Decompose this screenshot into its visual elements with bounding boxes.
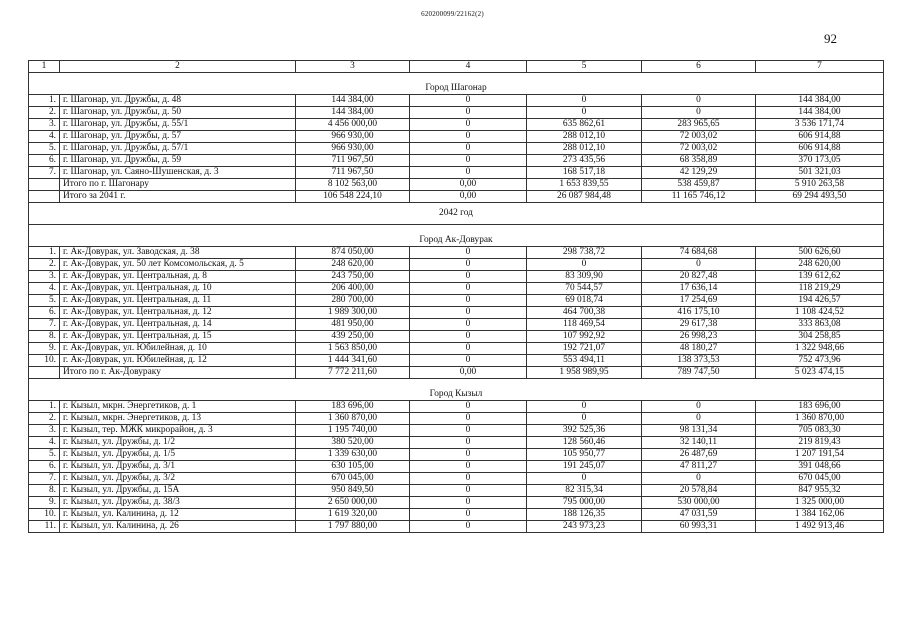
- table-cell: 4 456 000,00: [296, 118, 410, 130]
- table-cell: 950 849,50: [296, 484, 410, 496]
- table-cell: 464 700,38: [527, 306, 642, 318]
- table-cell: 219 819,43: [756, 436, 884, 448]
- table-cell: 144 384,00: [296, 106, 410, 118]
- table-cell: 7.: [29, 166, 60, 178]
- table-cell: 0: [410, 258, 527, 270]
- table-cell: г. Ак-Довурак, ул. Юбилейная, д. 10: [60, 342, 296, 354]
- table-cell: 243 750,00: [296, 270, 410, 282]
- table-row: [29, 318, 884, 330]
- table-cell: г. Ак-Довурак, ул. Заводская, д. 38: [60, 246, 296, 258]
- column-header: 2: [60, 61, 296, 73]
- table-cell: 139 612,62: [756, 270, 884, 282]
- table-cell: 7.: [29, 472, 60, 484]
- table-cell: 0: [410, 154, 527, 166]
- column-header: 4: [410, 61, 527, 73]
- table-cell: 1 444 341,60: [296, 354, 410, 366]
- table-cell: 82 315,34: [527, 484, 642, 496]
- table-row: [29, 154, 884, 166]
- table-cell: 670 045,00: [756, 472, 884, 484]
- table-cell: 1.: [29, 400, 60, 412]
- table-cell: 5.: [29, 448, 60, 460]
- table-cell: 0: [410, 342, 527, 354]
- table-cell: г. Ак-Довурак, ул. Юбилейная, д. 12: [60, 354, 296, 366]
- table-cell: 4.: [29, 282, 60, 294]
- table-cell: 280 700,00: [296, 294, 410, 306]
- table-cell: 874 050,00: [296, 246, 410, 258]
- table-cell: 168 517,18: [527, 166, 642, 178]
- table-cell: 188 126,35: [527, 508, 642, 520]
- table-cell: 0,00: [410, 366, 527, 378]
- cost-table: [28, 60, 884, 533]
- table-cell: 370 173,05: [756, 154, 884, 166]
- table-cell: 1 958 989,95: [527, 366, 642, 378]
- table-cell: 7.: [29, 318, 60, 330]
- column-header-row: [29, 61, 884, 73]
- table-cell: г. Кызыл, тер. МЖК микрорайон, д. 3: [60, 424, 296, 436]
- table-cell: 3.: [29, 424, 60, 436]
- table-cell: 248 620,00: [756, 258, 884, 270]
- table-cell: 1 325 000,00: [756, 496, 884, 508]
- table-cell: 1 653 839,55: [527, 178, 642, 190]
- table-cell: 106 548 224,10: [296, 190, 410, 202]
- table-cell: 107 992,92: [527, 330, 642, 342]
- table-row: [29, 496, 884, 508]
- table-cell: 7 772 211,60: [296, 366, 410, 378]
- table-cell: 0: [410, 424, 527, 436]
- page-number: 92: [824, 31, 837, 46]
- table-cell: 70 544,57: [527, 282, 642, 294]
- table-row: [29, 448, 884, 460]
- table-cell: 4.: [29, 436, 60, 448]
- table-cell: г. Ак-Довурак, ул. Центральная, д. 8: [60, 270, 296, 282]
- table-cell: 5 910 263,58: [756, 178, 884, 190]
- table-cell: 538 459,87: [642, 178, 756, 190]
- city-heading: Город Шагонар: [29, 72, 884, 94]
- table-cell: 1 108 424,52: [756, 306, 884, 318]
- table-cell: 670 045,00: [296, 472, 410, 484]
- table-cell: 0: [642, 400, 756, 412]
- table-cell: 0,00: [410, 190, 527, 202]
- table-cell: Итого за 2041 г.: [60, 190, 296, 202]
- table-cell: 0: [410, 330, 527, 342]
- table-row: [29, 400, 884, 412]
- column-header: 6: [642, 61, 756, 73]
- table-cell: 11 165 746,12: [642, 190, 756, 202]
- table-cell: 248 620,00: [296, 258, 410, 270]
- table-row: [29, 306, 884, 318]
- table-cell: 0: [410, 448, 527, 460]
- table-cell: 6.: [29, 306, 60, 318]
- table-cell: 105 950,77: [527, 448, 642, 460]
- table-cell: 72 003,02: [642, 142, 756, 154]
- table-cell: г. Ак-Довурак, ул. Центральная, д. 10: [60, 282, 296, 294]
- table-cell: 69 018,74: [527, 294, 642, 306]
- table-cell: г. Шагонар, ул. Саяно-Шушенская, д. 3: [60, 166, 296, 178]
- table-cell: 0: [410, 460, 527, 472]
- table-cell: 2.: [29, 106, 60, 118]
- table-cell: 192 721,07: [527, 342, 642, 354]
- table-row: [29, 246, 884, 258]
- table-cell: 29 617,38: [642, 318, 756, 330]
- table-cell: г. Ак-Довурак, ул. Центральная, д. 15: [60, 330, 296, 342]
- table-cell: 20 578,84: [642, 484, 756, 496]
- column-header: 7: [756, 61, 884, 73]
- table-cell: г. Шагонар, ул. Дружбы, д. 57: [60, 130, 296, 142]
- table-cell: г. Кызыл, ул. Дружбы, д. 3/1: [60, 460, 296, 472]
- table-cell: 0: [410, 142, 527, 154]
- table-cell: 5.: [29, 142, 60, 154]
- table-cell: г. Ак-Довурак, ул. Центральная, д. 14: [60, 318, 296, 330]
- table-cell: Итого по г. Ак-Довураку: [60, 366, 296, 378]
- table-cell: 553 494,11: [527, 354, 642, 366]
- table-cell: г. Шагонар, ул. Дружбы, д. 55/1: [60, 118, 296, 130]
- table-cell: 0: [410, 354, 527, 366]
- total-row: [29, 178, 884, 190]
- column-header: 5: [527, 61, 642, 73]
- table-cell: 333 863,08: [756, 318, 884, 330]
- table-cell: [29, 190, 60, 202]
- table-cell: 635 862,61: [527, 118, 642, 130]
- total-row: [29, 366, 884, 378]
- table-cell: 1 797 880,00: [296, 520, 410, 532]
- table-cell: 48 180,27: [642, 342, 756, 354]
- table-cell: 191 245,07: [527, 460, 642, 472]
- table-cell: г. Шагонар, ул. Дружбы, д. 57/1: [60, 142, 296, 154]
- table-cell: 847 955,32: [756, 484, 884, 496]
- table-cell: 0: [410, 436, 527, 448]
- table-cell: 47 811,27: [642, 460, 756, 472]
- table-row: [29, 282, 884, 294]
- total-row: [29, 190, 884, 202]
- table-cell: 8.: [29, 484, 60, 496]
- table-cell: 0: [527, 258, 642, 270]
- table-cell: г. Кызыл, ул. Дружбы, д. 15А: [60, 484, 296, 496]
- city-heading-row: [29, 224, 884, 246]
- table-cell: 194 426,57: [756, 294, 884, 306]
- table-cell: г. Кызыл, ул. Дружбы, д. 1/5: [60, 448, 296, 460]
- table-cell: 183 696,00: [756, 400, 884, 412]
- table-cell: г. Шагонар, ул. Дружбы, д. 59: [60, 154, 296, 166]
- table-row: [29, 94, 884, 106]
- table-cell: 26 998,23: [642, 330, 756, 342]
- table-cell: 439 250,00: [296, 330, 410, 342]
- table-cell: 74 684,68: [642, 246, 756, 258]
- table-cell: 138 373,53: [642, 354, 756, 366]
- table-cell: 0: [410, 306, 527, 318]
- table-cell: 0: [410, 282, 527, 294]
- table-cell: 789 747,50: [642, 366, 756, 378]
- table-cell: 1 360 870,00: [756, 412, 884, 424]
- table-cell: 0: [410, 94, 527, 106]
- table-cell: 1 339 630,00: [296, 448, 410, 460]
- table-cell: 0: [642, 258, 756, 270]
- column-header: 3: [296, 61, 410, 73]
- table-cell: 9.: [29, 496, 60, 508]
- table-cell: 11.: [29, 520, 60, 532]
- table-cell: 711 967,50: [296, 166, 410, 178]
- table-row: [29, 258, 884, 270]
- table-cell: 0: [410, 520, 527, 532]
- table-cell: 32 140,11: [642, 436, 756, 448]
- table-cell: 2.: [29, 412, 60, 424]
- table-cell: 752 473,96: [756, 354, 884, 366]
- table-cell: 392 525,36: [527, 424, 642, 436]
- table-cell: 1 384 162,06: [756, 508, 884, 520]
- table-cell: 10.: [29, 354, 60, 366]
- table-cell: 0: [410, 484, 527, 496]
- table-cell: 273 435,56: [527, 154, 642, 166]
- table-cell: [29, 366, 60, 378]
- table-cell: 0: [410, 166, 527, 178]
- table-cell: г. Кызыл, ул. Дружбы, д. 38/3: [60, 496, 296, 508]
- table-cell: 0: [527, 412, 642, 424]
- table-cell: 1 322 948,66: [756, 342, 884, 354]
- table-cell: 118 469,54: [527, 318, 642, 330]
- table-cell: 304 258,85: [756, 330, 884, 342]
- year-heading-row: [29, 202, 884, 224]
- table-cell: 3.: [29, 270, 60, 282]
- table-cell: 530 000,00: [642, 496, 756, 508]
- table-row: [29, 270, 884, 282]
- table-row: [29, 424, 884, 436]
- table-cell: 283 965,65: [642, 118, 756, 130]
- table-cell: 0: [642, 472, 756, 484]
- table-cell: г. Ак-Довурак, ул. Центральная, д. 12: [60, 306, 296, 318]
- table-cell: 500 626,60: [756, 246, 884, 258]
- table-cell: 9.: [29, 342, 60, 354]
- table-row: [29, 472, 884, 484]
- table-row: [29, 166, 884, 178]
- table-row: [29, 520, 884, 532]
- table-row: [29, 436, 884, 448]
- table-cell: 8.: [29, 330, 60, 342]
- table-cell: 0: [410, 318, 527, 330]
- city-heading-row: [29, 378, 884, 400]
- year-heading: 2042 год: [29, 202, 884, 224]
- table-cell: 1.: [29, 246, 60, 258]
- table-cell: 1 207 191,54: [756, 448, 884, 460]
- table-cell: 288 012,10: [527, 142, 642, 154]
- table-cell: 606 914,88: [756, 130, 884, 142]
- table-cell: 183 696,00: [296, 400, 410, 412]
- document-id: 620200099/22162(2): [421, 10, 484, 18]
- table-cell: 0: [527, 106, 642, 118]
- table-cell: 47 031,59: [642, 508, 756, 520]
- table-cell: 0: [642, 94, 756, 106]
- table-cell: 0: [410, 400, 527, 412]
- table-cell: 0,00: [410, 178, 527, 190]
- table-cell: 2.: [29, 258, 60, 270]
- table-cell: 72 003,02: [642, 130, 756, 142]
- table-cell: г. Ак-Довурак, ул. 50 лет Комсомольская, д. 5: [60, 258, 296, 270]
- table-cell: 4.: [29, 130, 60, 142]
- table-cell: г. Шагонар, ул. Дружбы, д. 48: [60, 94, 296, 106]
- table-cell: 17 254,69: [642, 294, 756, 306]
- table-cell: [29, 178, 60, 190]
- table-row: [29, 484, 884, 496]
- table-row: [29, 294, 884, 306]
- table-cell: г. Кызыл, ул. Дружбы, д. 3/2: [60, 472, 296, 484]
- table-cell: 630 105,00: [296, 460, 410, 472]
- city-heading: Город Ак-Довурак: [29, 224, 884, 246]
- table-cell: 966 930,00: [296, 130, 410, 142]
- table-cell: 0: [410, 106, 527, 118]
- table-cell: 68 358,89: [642, 154, 756, 166]
- table-cell: г. Ак-Довурак, ул. Центральная, д. 11: [60, 294, 296, 306]
- table-cell: 966 930,00: [296, 142, 410, 154]
- table-cell: г. Кызыл, мкрн. Энергетиков, д. 13: [60, 412, 296, 424]
- table-cell: 1 989 300,00: [296, 306, 410, 318]
- table-cell: 60 993,31: [642, 520, 756, 532]
- table-cell: 144 384,00: [756, 106, 884, 118]
- table-cell: 1 360 870,00: [296, 412, 410, 424]
- table-row: [29, 508, 884, 520]
- table-row: [29, 106, 884, 118]
- table-cell: 0: [527, 472, 642, 484]
- table-row: [29, 354, 884, 366]
- table-body: [29, 61, 884, 533]
- table-cell: 1.: [29, 94, 60, 106]
- table-cell: 128 560,46: [527, 436, 642, 448]
- table-cell: 0: [410, 496, 527, 508]
- table-cell: 0: [410, 246, 527, 258]
- table-cell: 501 321,03: [756, 166, 884, 178]
- table-cell: 5.: [29, 294, 60, 306]
- column-header: 1: [29, 61, 60, 73]
- table-cell: 1 195 740,00: [296, 424, 410, 436]
- table-cell: г. Кызыл, ул. Калинина, д. 12: [60, 508, 296, 520]
- city-heading-row: [29, 72, 884, 94]
- table-cell: 0: [410, 508, 527, 520]
- table-cell: 83 309,90: [527, 270, 642, 282]
- table-cell: 10.: [29, 508, 60, 520]
- table-cell: 0: [410, 472, 527, 484]
- table-cell: 69 294 493,50: [756, 190, 884, 202]
- table-cell: 3 536 171,74: [756, 118, 884, 130]
- table-cell: 26 087 984,48: [527, 190, 642, 202]
- table-row: [29, 412, 884, 424]
- table-cell: 416 175,10: [642, 306, 756, 318]
- table-cell: 795 000,00: [527, 496, 642, 508]
- table-row: [29, 118, 884, 130]
- table-cell: 481 950,00: [296, 318, 410, 330]
- table-cell: 26 487,69: [642, 448, 756, 460]
- table-cell: 711 967,50: [296, 154, 410, 166]
- table-cell: 705 083,30: [756, 424, 884, 436]
- table-cell: 5 023 474,15: [756, 366, 884, 378]
- table-cell: 0: [410, 118, 527, 130]
- table-cell: 0: [642, 412, 756, 424]
- table-cell: 243 973,23: [527, 520, 642, 532]
- table-cell: 206 400,00: [296, 282, 410, 294]
- city-heading: Город Кызыл: [29, 378, 884, 400]
- table-cell: 0: [642, 106, 756, 118]
- table-cell: 391 048,66: [756, 460, 884, 472]
- table-row: [29, 330, 884, 342]
- table-cell: 6.: [29, 154, 60, 166]
- table-cell: 380 520,00: [296, 436, 410, 448]
- table-cell: г. Шагонар, ул. Дружбы, д. 50: [60, 106, 296, 118]
- table-cell: г. Кызыл, ул. Дружбы, д. 1/2: [60, 436, 296, 448]
- table-cell: 2 650 000,00: [296, 496, 410, 508]
- table-cell: 20 827,48: [642, 270, 756, 282]
- table-cell: г. Кызыл, мкрн. Энергетиков, д. 1: [60, 400, 296, 412]
- table-cell: 0: [410, 130, 527, 142]
- table-cell: 118 219,29: [756, 282, 884, 294]
- table-cell: 3.: [29, 118, 60, 130]
- table-cell: 6.: [29, 460, 60, 472]
- table-cell: 1 619 320,00: [296, 508, 410, 520]
- table-cell: 0: [410, 294, 527, 306]
- table-row: [29, 142, 884, 154]
- table-cell: 0: [527, 400, 642, 412]
- table-cell: 288 012,10: [527, 130, 642, 142]
- table-row: [29, 342, 884, 354]
- table-cell: 17 636,14: [642, 282, 756, 294]
- table-cell: 0: [410, 412, 527, 424]
- table-row: [29, 130, 884, 142]
- table-cell: 606 914,88: [756, 142, 884, 154]
- table-cell: 0: [410, 270, 527, 282]
- table-row: [29, 460, 884, 472]
- table-cell: 8 102 563,00: [296, 178, 410, 190]
- table-cell: 1 563 850,00: [296, 342, 410, 354]
- table-cell: 0: [527, 94, 642, 106]
- table-cell: 144 384,00: [296, 94, 410, 106]
- table-cell: 42 129,29: [642, 166, 756, 178]
- table-cell: 98 131,34: [642, 424, 756, 436]
- table-cell: 144 384,00: [756, 94, 884, 106]
- table-cell: 1 492 913,46: [756, 520, 884, 532]
- table-cell: г. Кызыл, ул. Калинина, д. 26: [60, 520, 296, 532]
- table-cell: 298 738,72: [527, 246, 642, 258]
- table-cell: Итого по г. Шагонару: [60, 178, 296, 190]
